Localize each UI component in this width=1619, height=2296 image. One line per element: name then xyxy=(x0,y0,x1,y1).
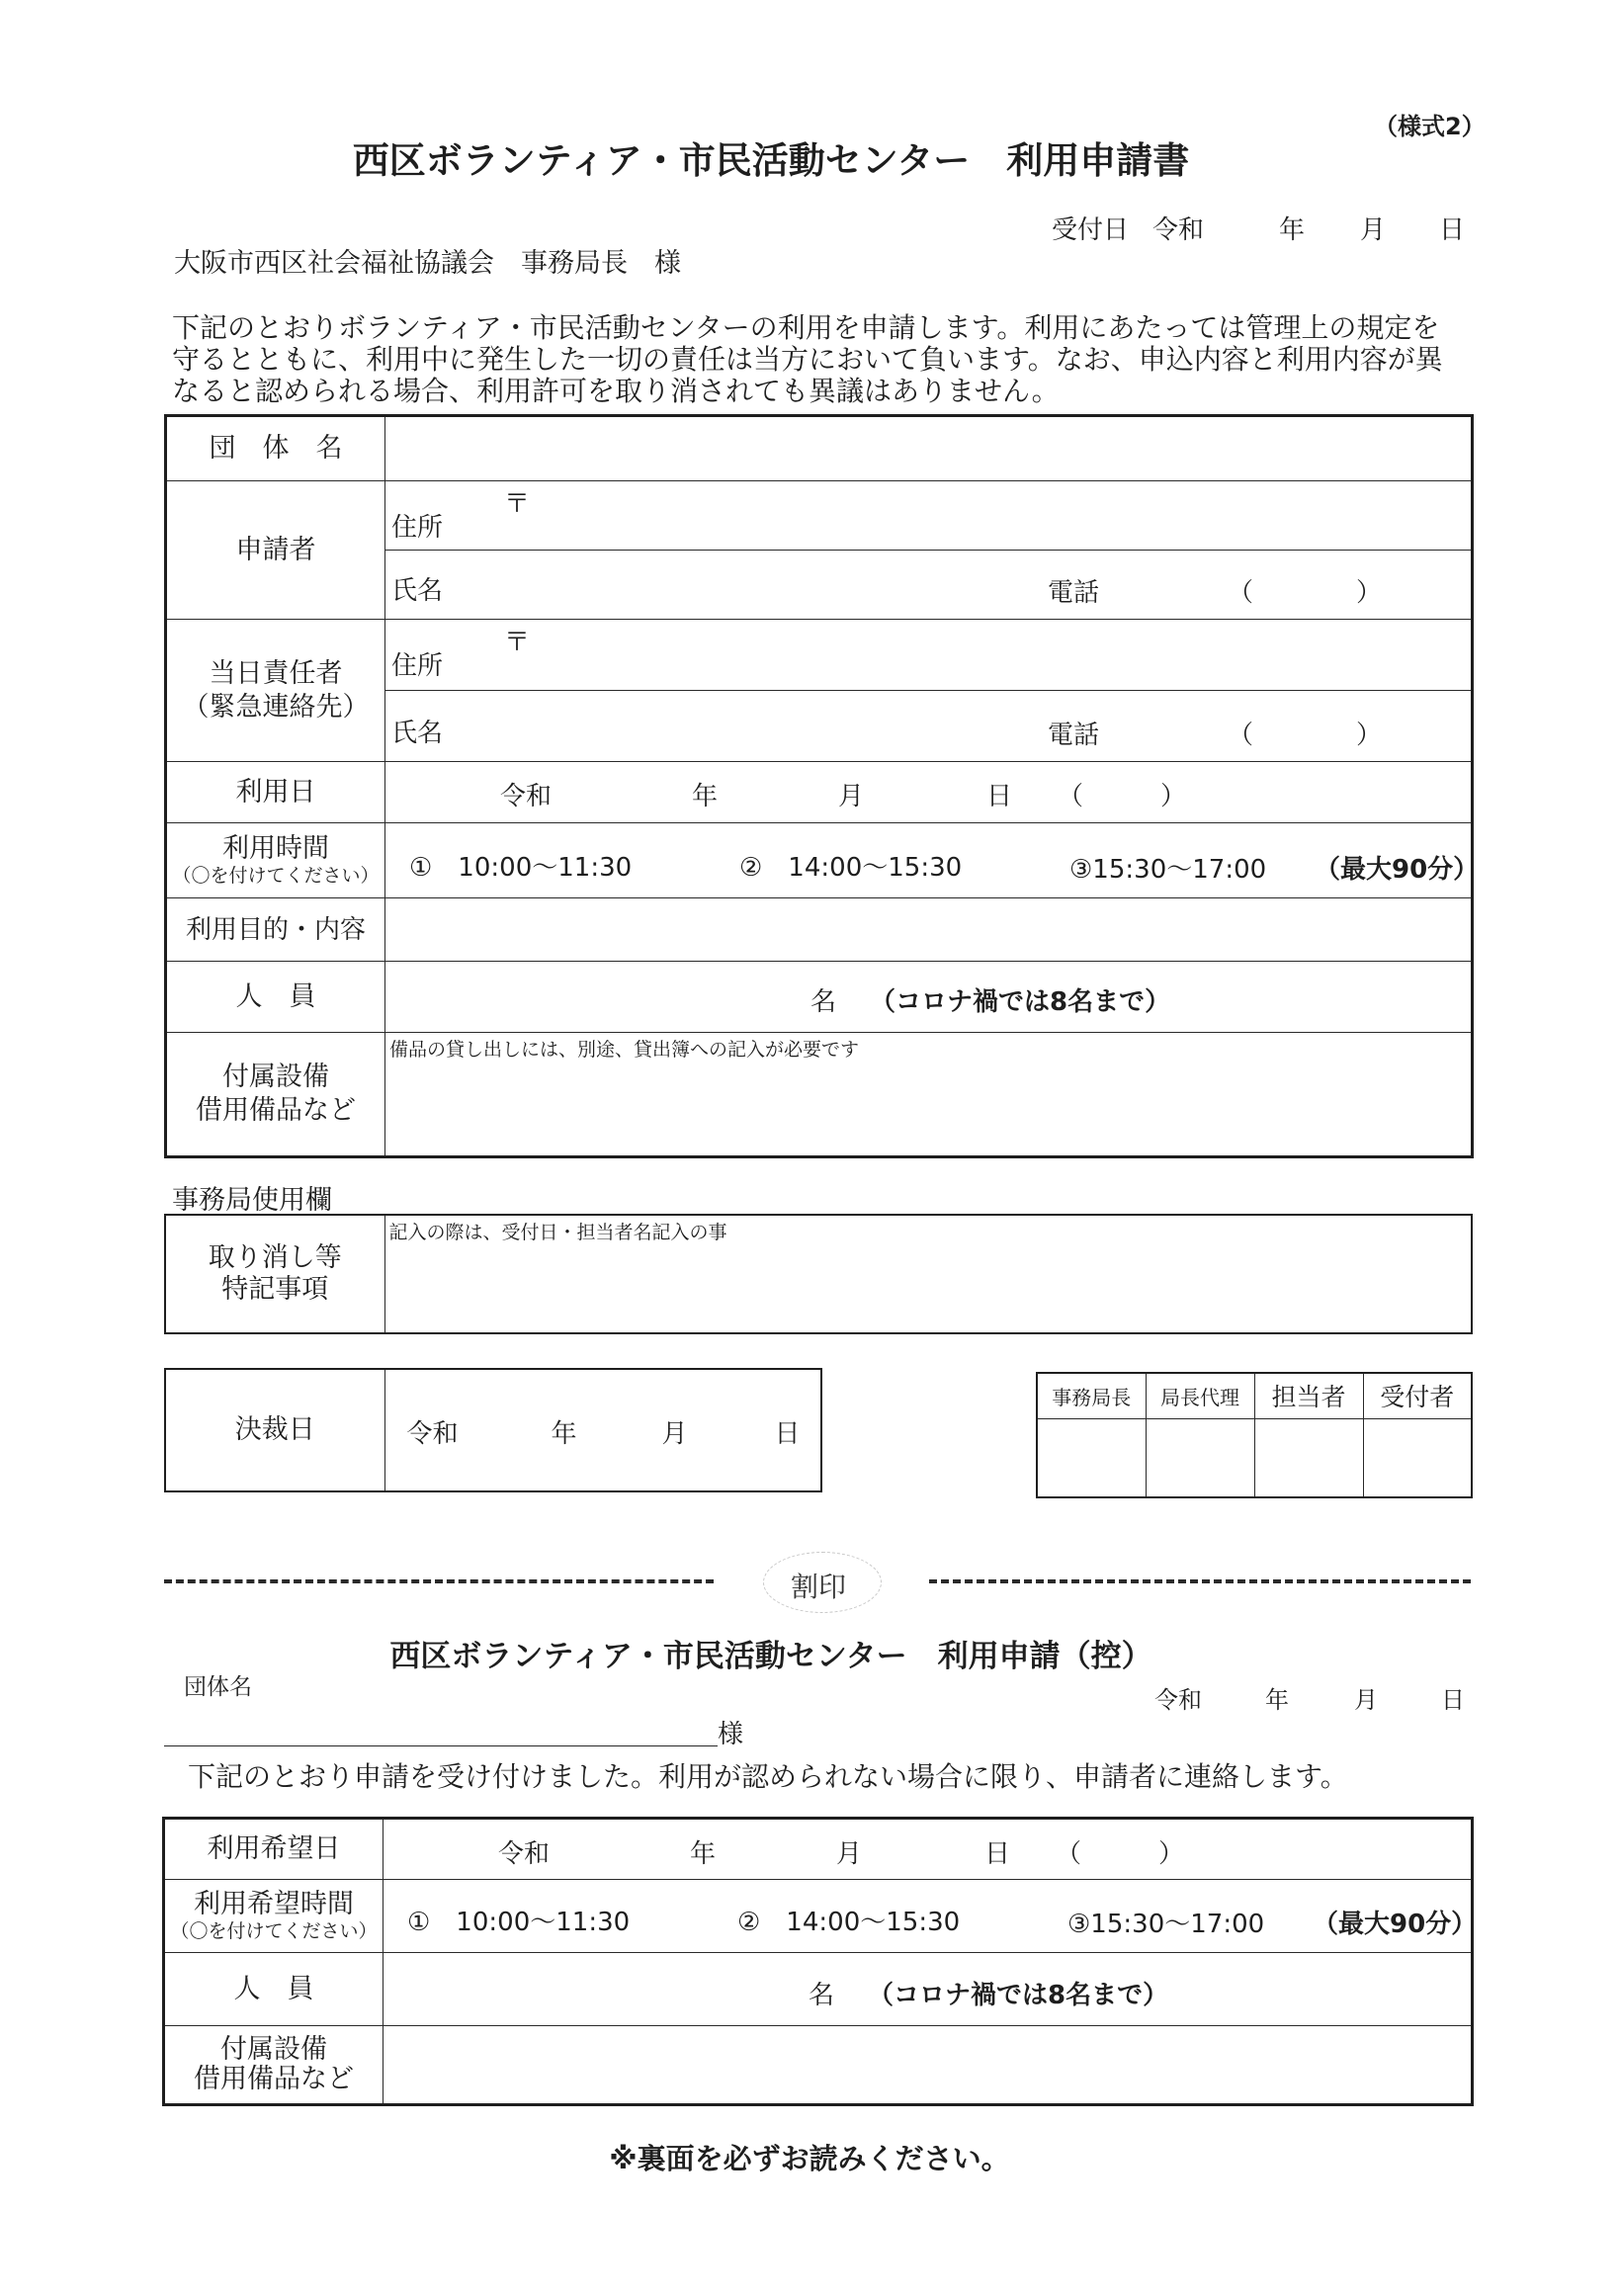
phone-paren: （ ） xyxy=(1228,721,1383,750)
decision-date-label: 決裁日 xyxy=(165,1369,384,1491)
responsible-name-field[interactable] xyxy=(385,691,1473,762)
office-notes-table xyxy=(164,1214,1473,1334)
use-date-field[interactable] xyxy=(385,762,1473,823)
copy-people-label: 人 員 xyxy=(164,1953,383,2026)
copy-equipment-label-line1: 付属設備 xyxy=(220,2034,327,2065)
copy-date-field-era: 令和 xyxy=(498,1839,551,1869)
copy-notice: 下記のとおり申請を受け付けました。利用が認められない場合に限り、申請者に連絡します。 xyxy=(188,1760,1348,1793)
copy-desired-date-label: 利用希望日 xyxy=(164,1819,383,1880)
use-date-label: 利用日 xyxy=(166,762,385,823)
use-time-options xyxy=(385,823,1480,898)
people-limit-note: （コロナ禍では8名まで） xyxy=(870,987,1171,1017)
approval-stamp-table xyxy=(1036,1372,1473,1498)
applicant-address-field[interactable] xyxy=(385,481,1473,551)
copy-honorific: 様 xyxy=(718,1720,744,1749)
decision-date-field[interactable] xyxy=(384,1369,821,1491)
copy-circle-instruction: （〇を付けてください） xyxy=(170,1919,378,1942)
decision-date-table xyxy=(164,1368,822,1492)
postal-mark: 〒 xyxy=(504,628,531,657)
group-name-label: 団 体 名 xyxy=(166,416,385,481)
approval-stamp-staff[interactable] xyxy=(1254,1418,1363,1497)
applicant-name-field[interactable] xyxy=(385,551,1473,620)
address-label: 住所 xyxy=(391,513,444,543)
approval-stamp-receiver[interactable] xyxy=(1363,1418,1472,1497)
phone-label: 電話 xyxy=(1048,578,1100,608)
approval-stamp-deputy[interactable] xyxy=(1146,1418,1254,1497)
people-label: 人 員 xyxy=(166,962,385,1033)
name-label: 氏名 xyxy=(391,576,444,606)
copy-people-field[interactable] xyxy=(383,1953,1473,2026)
cut-line-left xyxy=(164,1579,714,1583)
address-label: 住所 xyxy=(391,651,444,681)
copy-people-unit: 名 xyxy=(809,1981,835,2010)
copy-equipment-field[interactable] xyxy=(383,2026,1473,2105)
decision-date-day: 日 xyxy=(774,1419,801,1449)
receipt-date-year: 年 xyxy=(1279,215,1306,245)
phone-label: 電話 xyxy=(1048,721,1100,750)
postal-mark: 〒 xyxy=(504,489,531,519)
copy-date-day: 日 xyxy=(1441,1686,1465,1714)
copy-time-options xyxy=(383,1880,1478,1953)
copy-equipment-label-line2: 借用備品など xyxy=(194,2064,354,2094)
cancellation-label-line2: 特記事項 xyxy=(221,1274,329,1305)
receipt-date-era: 令和 xyxy=(1152,215,1205,245)
people-field[interactable] xyxy=(385,962,1473,1033)
receipt-date-day: 日 xyxy=(1439,215,1466,245)
footer-notice: ※裏面を必ずお読みください。 xyxy=(609,2142,1010,2175)
decision-date-era: 令和 xyxy=(406,1419,459,1449)
time-option-3[interactable]: ③15:30〜17:00 xyxy=(1069,855,1267,885)
copy-desired-date-field[interactable] xyxy=(383,1819,1473,1880)
decision-date-month: 月 xyxy=(661,1419,688,1449)
responsible-address-field[interactable] xyxy=(385,620,1473,691)
copy-date-field-month: 月 xyxy=(836,1839,863,1869)
use-time-label-text: 利用時間 xyxy=(222,832,329,864)
copy-group-name-label: 団体名 xyxy=(184,1674,252,1700)
addressee: 大阪市西区社会福祉協議会 事務局長 様 xyxy=(174,248,681,279)
receipt-date-month: 月 xyxy=(1360,215,1387,245)
copy-date-field-year: 年 xyxy=(690,1839,717,1869)
use-time-label xyxy=(166,823,385,898)
copy-time-option-2[interactable]: ② 14:00〜15:30 xyxy=(737,1908,961,1937)
applicant-label: 申請者 xyxy=(166,481,385,620)
office-use-heading: 事務局使用欄 xyxy=(172,1185,332,1216)
receipt-date-label: 受付日 xyxy=(1052,215,1130,245)
use-date-year: 年 xyxy=(692,782,719,811)
cut-line-right xyxy=(929,1579,1471,1583)
approval-head-director: 事務局長 xyxy=(1037,1373,1146,1418)
responsible-person-label-line1: 当日責任者 xyxy=(209,657,343,689)
use-date-day: 日 xyxy=(986,782,1013,811)
form-number: （様式2） xyxy=(1374,113,1486,140)
time-option-1[interactable]: ① 10:00〜11:30 xyxy=(409,853,633,883)
use-date-weekday: （ ） xyxy=(1058,782,1187,811)
group-name-field[interactable] xyxy=(385,416,1473,481)
cancellation-label xyxy=(165,1215,384,1333)
responsible-person-label-line2: （緊急連絡先） xyxy=(182,691,370,723)
purpose-label: 利用目的・内容 xyxy=(166,898,385,962)
equipment-label-line1: 付属設備 xyxy=(222,1062,329,1092)
cancellation-notes-field[interactable] xyxy=(384,1215,1472,1333)
application-table xyxy=(164,414,1480,1158)
copy-date-field-weekday: （ ） xyxy=(1056,1839,1185,1869)
time-max-note: （最大90分） xyxy=(1315,855,1480,885)
copy-equipment-label xyxy=(164,2026,383,2105)
copy-table xyxy=(162,1817,1478,2106)
purpose-field[interactable] xyxy=(385,898,1473,962)
time-option-2[interactable]: ② 14:00〜15:30 xyxy=(739,853,963,883)
copy-date-field-day: 日 xyxy=(984,1839,1011,1869)
copy-desired-time-label-text: 利用希望時間 xyxy=(194,1888,354,1919)
copy-desired-time-label xyxy=(164,1880,383,1953)
copy-people-limit-note: （コロナ禍では8名まで） xyxy=(868,1981,1169,2010)
equipment-note: 備品の貸し出しには、別途、貸出簿への記入が必要です xyxy=(389,1039,860,1061)
copy-date-era: 令和 xyxy=(1154,1686,1202,1714)
approval-stamp-director[interactable] xyxy=(1037,1418,1146,1497)
circle-instruction: （〇を付けてください） xyxy=(172,864,380,887)
copy-title: 西区ボランティア・市民活動センター 利用申請（控） xyxy=(389,1639,1152,1674)
phone-paren: （ ） xyxy=(1228,578,1383,608)
approval-head-deputy: 局長代理 xyxy=(1146,1373,1254,1418)
copy-group-name-underline xyxy=(164,1745,718,1746)
name-label: 氏名 xyxy=(391,719,444,748)
copy-date-month: 月 xyxy=(1354,1686,1378,1714)
use-date-month: 月 xyxy=(838,782,865,811)
responsible-person-label xyxy=(166,620,385,762)
cancellation-note: 記入の際は、受付日・担当者名記入の事 xyxy=(388,1222,727,1243)
application-statement: 下記のとおりボランティア・市民活動センターの利用を申請します。利用にあたっては管理上の規定を守るとともに、利用中に発生した一切の責任は当方において負います。なお、申込内容と利用内容が異なると認められる場合、利用許可を取り消されても異議はありません。 xyxy=(172,311,1443,407)
equipment-label xyxy=(166,1033,385,1157)
copy-time-max-note: （最大90分） xyxy=(1313,1910,1478,1939)
form-title: 西区ボランティア・市民活動センター 利用申請書 xyxy=(352,139,1190,182)
equipment-label-line2: 借用備品など xyxy=(196,1095,356,1126)
people-unit: 名 xyxy=(810,987,837,1017)
copy-time-option-1[interactable]: ① 10:00〜11:30 xyxy=(407,1908,631,1937)
copy-date-year: 年 xyxy=(1265,1686,1289,1714)
approval-head-receiver: 受付者 xyxy=(1363,1373,1472,1418)
decision-date-year: 年 xyxy=(551,1419,577,1449)
cancellation-label-line1: 取り消し等 xyxy=(208,1242,342,1273)
copy-time-option-3[interactable]: ③15:30〜17:00 xyxy=(1067,1910,1265,1939)
use-date-era: 令和 xyxy=(500,782,553,811)
equipment-field[interactable] xyxy=(385,1033,1473,1157)
approval-head-staff: 担当者 xyxy=(1254,1373,1363,1418)
tally-stamp-label: 割印 xyxy=(791,1571,847,1603)
